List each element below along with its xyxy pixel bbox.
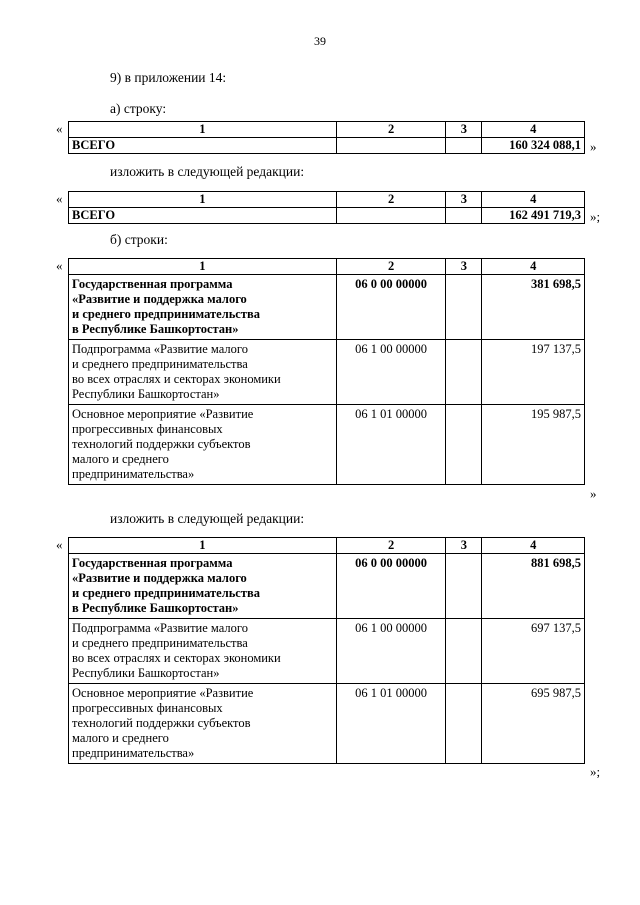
- table-row: [69, 275, 585, 340]
- row-col3: [446, 208, 482, 224]
- close-quote: »: [590, 139, 597, 154]
- close-quote: »: [590, 486, 597, 501]
- row-col3: [446, 405, 482, 485]
- row-col3: [446, 619, 482, 684]
- header-col-1: 1: [69, 259, 337, 275]
- page-number: 39: [314, 34, 326, 48]
- label-line: Государственная программа: [72, 556, 233, 570]
- label-line: технологий поддержки субъектов: [72, 716, 251, 730]
- label-line: предпринимательства»: [72, 746, 195, 760]
- row-amount: 162 491 719,3: [482, 208, 585, 224]
- row-code: 06 0 00 00000: [336, 554, 446, 619]
- header-col-4: 4: [482, 538, 585, 554]
- header-col-3: 3: [446, 538, 482, 554]
- row-label: ВСЕГО: [69, 138, 337, 154]
- item-9-text: 9) в приложении 14:: [110, 70, 227, 85]
- label-line: во всех отраслях и секторах экономики: [72, 651, 281, 665]
- row-label: [69, 619, 337, 684]
- table-row: [69, 684, 585, 764]
- row-code: 06 1 01 00000: [336, 405, 446, 485]
- label-line: и среднего предпринимательства: [72, 586, 261, 600]
- row-code: 06 1 00 00000: [336, 619, 446, 684]
- row-amount: 195 987,5: [482, 405, 585, 485]
- header-col-4: 4: [482, 192, 585, 208]
- row-code: [336, 208, 446, 224]
- header-col-1: 1: [69, 122, 337, 138]
- row-label: [69, 340, 337, 405]
- replace-text-1: изложить в следующей редакции:: [110, 164, 305, 179]
- label-line: «Развитие и поддержка малого: [72, 292, 247, 306]
- row-code: 06 1 00 00000: [336, 340, 446, 405]
- label-line: и среднего предпринимательства: [72, 636, 248, 650]
- label-line: Основное мероприятие «Развитие: [72, 407, 254, 421]
- header-col-2: 2: [336, 122, 446, 138]
- table-row: [69, 138, 585, 154]
- header-col-4: 4: [482, 122, 585, 138]
- label-line: Республики Башкортостан»: [72, 387, 220, 401]
- row-label: [69, 554, 337, 619]
- row-col3: [446, 275, 482, 340]
- row-amount: 381 698,5: [482, 275, 585, 340]
- label-line: технологий поддержки субъектов: [72, 437, 251, 451]
- label-line: во всех отраслях и секторах экономики: [72, 372, 281, 386]
- row-amount: 695 987,5: [482, 684, 585, 764]
- row-label: [69, 684, 337, 764]
- table-header-row: [69, 192, 585, 208]
- header-col-2: 2: [336, 192, 446, 208]
- row-col3: [446, 340, 482, 405]
- row-amount: 160 324 088,1: [482, 138, 585, 154]
- label-line: в Республике Башкортостан»: [72, 322, 239, 336]
- table-a-old: [68, 121, 585, 154]
- label-line: малого и среднего: [72, 452, 169, 466]
- table-a-new: [68, 191, 585, 224]
- header-col-2: 2: [336, 259, 446, 275]
- table-b-new: [68, 537, 585, 764]
- label-line: прогрессивных финансовых: [72, 422, 223, 436]
- row-label: ВСЕГО: [69, 208, 337, 224]
- close-quote-semicolon: »;: [590, 764, 601, 779]
- label-line: Подпрограмма «Развитие малого: [72, 342, 248, 356]
- label-line: и среднего предпринимательства: [72, 357, 248, 371]
- close-quote-semicolon: »;: [590, 209, 601, 224]
- label-line: Государственная программа: [72, 277, 233, 291]
- open-quote: «: [56, 537, 63, 552]
- table-header-row: [69, 538, 585, 554]
- table-row: [69, 208, 585, 224]
- label-line: «Развитие и поддержка малого: [72, 571, 247, 585]
- label-line: предпринимательства»: [72, 467, 195, 481]
- table-header-row: [69, 259, 585, 275]
- header-col-2: 2: [336, 538, 446, 554]
- table-row: [69, 554, 585, 619]
- header-col-1: 1: [69, 192, 337, 208]
- table-row: [69, 619, 585, 684]
- label-line: малого и среднего: [72, 731, 169, 745]
- row-col3: [446, 138, 482, 154]
- label-line: Основное мероприятие «Развитие: [72, 686, 254, 700]
- label-line: и среднего предпринимательства: [72, 307, 261, 321]
- header-col-3: 3: [446, 259, 482, 275]
- row-label: [69, 405, 337, 485]
- row-label: [69, 275, 337, 340]
- open-quote: «: [56, 121, 63, 136]
- item-a-text: а) строку:: [110, 101, 167, 116]
- label-line: Республики Башкортостан»: [72, 666, 220, 680]
- label-line: прогрессивных финансовых: [72, 701, 223, 715]
- label-line: Подпрограмма «Развитие малого: [72, 621, 248, 635]
- item-b-text: б) строки:: [110, 232, 168, 247]
- table-row: [69, 405, 585, 485]
- table-b-old: [68, 258, 585, 485]
- open-quote: «: [56, 191, 63, 206]
- header-col-4: 4: [482, 259, 585, 275]
- header-col-3: 3: [446, 122, 482, 138]
- replace-text-2: изложить в следующей редакции:: [110, 511, 305, 526]
- header-col-1: 1: [69, 538, 337, 554]
- row-code: 06 0 00 00000: [336, 275, 446, 340]
- open-quote: «: [56, 258, 63, 273]
- row-col3: [446, 684, 482, 764]
- row-code: 06 1 01 00000: [336, 684, 446, 764]
- row-col3: [446, 554, 482, 619]
- label-line: в Республике Башкортостан»: [72, 601, 239, 615]
- row-code: [336, 138, 446, 154]
- row-amount: 197 137,5: [482, 340, 585, 405]
- table-row: [69, 340, 585, 405]
- table-header-row: [69, 122, 585, 138]
- header-col-3: 3: [446, 192, 482, 208]
- row-amount: 697 137,5: [482, 619, 585, 684]
- row-amount: 881 698,5: [482, 554, 585, 619]
